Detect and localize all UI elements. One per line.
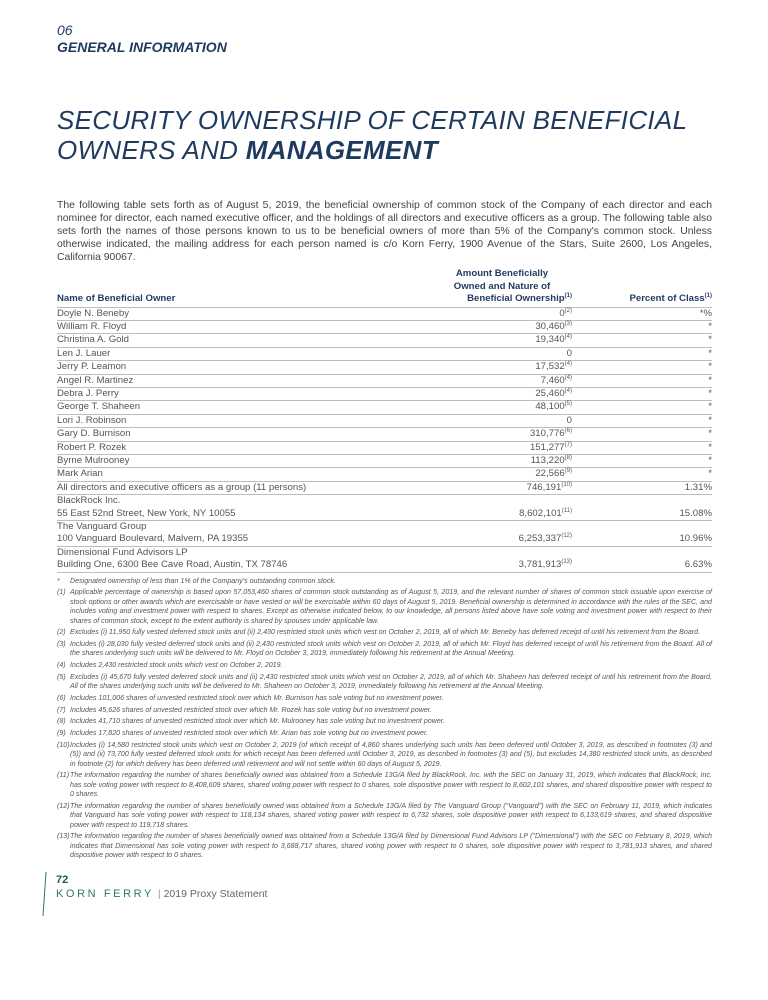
owner-amount: 7,460$^{(4)}$ [402, 374, 572, 387]
table-row [57, 361, 712, 374]
footnote [57, 628, 712, 637]
owner-amount: 746,191$^{(10)}$ [402, 481, 572, 494]
owner-amount: 151,277$^{(7)}$ [402, 441, 572, 454]
owner-percent: * [572, 374, 712, 387]
header-percent [572, 268, 712, 307]
table-row [57, 374, 712, 387]
owner-name: Christina A. Gold [57, 334, 402, 347]
intro-paragraph: The following table sets forth as of August 5, 2019, the beneficial ownership of common stock of the Company of each director and each nominee for director, each named executive officer, and the holdings of all directors and executive officers as a group. The following table also sets forth the names of those persons known to us to be beneficial owners of more than 5% of the Company's common stock. Unless otherwise indicated, the mailing address for each person named is c/o Korn Ferry, 1900 Avenue of the Stars, Suite 2600, Los Angeles, California 90067. [57, 200, 712, 263]
table-row [57, 334, 712, 347]
footnote [57, 673, 712, 692]
footnote [57, 717, 712, 726]
header-percent-sup: (1) [704, 293, 712, 299]
footnote-text: The information regarding the number of shares beneficially owned was obtained from a Schedule 13G/A filed by Dimensional Fund Advisors LP ("Dimensional") with the SEC on February 8, 2019, which indicates that Dimensional has sole voting power with respect to 3,688,717 shares, shared voting power with respect to 0 shares, sole dispositive power with respect to 3,781,913 shares, and shared dispositive power with respect to 0 shares. [70, 832, 712, 860]
table-row [57, 387, 712, 400]
footnote-mark: (9) [57, 728, 66, 737]
footnote [57, 741, 712, 769]
footnote [57, 729, 712, 738]
footnote-mark: (13) [57, 832, 70, 841]
footnote-text: Excludes (i) 11,950 fully vested deferred stock units and (ii) 2,430 restricted stock units which vest on October 2, 2019, all of which Mr. Beneby has deferred receipt of until his retirement from the Board. [70, 628, 701, 637]
header-amount [402, 268, 572, 307]
footnote [57, 832, 712, 860]
owner-name: Jerry P. Leamon [57, 361, 402, 374]
footnote-mark: (12) [57, 801, 70, 810]
footnote-text: Includes 17,820 shares of unvested restricted stock over which Mr. Arian has sole voting but no investment power. [70, 728, 429, 737]
footnote [57, 661, 712, 670]
owner-percent: * [572, 401, 712, 414]
footnote-mark: (11) [57, 771, 70, 780]
footnote-text: The information regarding the number of shares beneficially owned was obtained from a Schedule 13G/A filed by The Vanguard Group ("Vanguard") with the SEC on February 11, 2019, which indicates that Vanguard has sole voting power with respect to 118,134 shares, shared voting power with respect to 6,732 shares, sole dispositive power with respect to 6,133,619 shares, and shared dispositive power with respect to 119,718 shares. [70, 801, 712, 829]
footnote-text: Includes 2,430 restricted stock units which vest on October 2, 2019. [70, 661, 283, 670]
table-row [57, 414, 712, 427]
holder-amount: 3,781,913$^{(13)}$ [402, 546, 572, 572]
table-row-holder [57, 495, 712, 521]
table-row [57, 454, 712, 467]
owner-amount: 17,532$^{(4)}$ [402, 361, 572, 374]
footnote-mark: (2) [57, 628, 66, 637]
header-name: Name of Beneficial Owner [57, 293, 176, 304]
owner-percent: * [572, 468, 712, 481]
title-part1: SECURITY OWNERSHIP OF CERTAIN BENEFICIAL OWNERS AND [57, 105, 687, 165]
owner-percent: * [572, 414, 712, 427]
header-amount-line3: Beneficial Ownership [467, 293, 565, 304]
table-row [57, 401, 712, 414]
footnote-mark: (6) [57, 693, 66, 702]
footer [56, 872, 712, 916]
owner-amount: 48,100$^{(5)}$ [402, 401, 572, 414]
document-name [158, 888, 268, 901]
footer-divider [42, 872, 46, 916]
owner-amount: 30,460$^{(3)}$ [402, 320, 572, 333]
owner-percent: * [572, 347, 712, 360]
owner-name: All directors and executive officers as a group (11 persons) [57, 481, 402, 494]
table-row [57, 441, 712, 454]
header-percent-label: Percent of Class [629, 293, 705, 304]
footnote [57, 577, 712, 586]
owner-name: Lori J. Robinson [57, 414, 402, 427]
owner-name: George T. Shaheen [57, 401, 402, 414]
owner-amount: 0$^{(2)}$ [402, 307, 572, 320]
owner-name: Gary D. Burnison [57, 428, 402, 441]
footnote-mark: (1) [57, 588, 66, 597]
owner-amount: 0 [402, 347, 572, 360]
footnote-text: The information regarding the number of shares beneficially owned was obtained from a Schedule 13G/A filed by BlackRock, Inc. with the SEC on January 31, 2019, which indicates that BlackRock, Inc. has sole voting power with respect to 8,408,609 shares, shared voting power with respect to 0 shares, sole dispositive power with respect to 8,602,101 shares, and shared dispositive power with respect to 0 shares. [70, 771, 712, 799]
footnote-mark: (4) [57, 661, 66, 670]
holder-name: The Vanguard Group 100 Vanguard Boulevard, Malvern, PA 19355 [57, 521, 402, 547]
owner-amount: 310,776$^{(6)}$ [402, 428, 572, 441]
owner-name: William R. Floyd [57, 320, 402, 333]
owner-name: Angel R. Martinez [57, 374, 402, 387]
table-row-holder [57, 546, 712, 572]
owner-amount: 19,340$^{(4)}$ [402, 334, 572, 347]
table-row [57, 347, 712, 360]
owner-percent: *% [572, 307, 712, 320]
footnote-text: Includes (i) 14,580 restricted stock units which vest on October 2, 2019 (of which receipt of 4,860 shares underlying such units has been deferred until October 3, 2019, as described in footnotes (3) and (5)) and (ii) 73,700 fully vested deferred stock units for which receipt has been deferred until October 3, 2019, as described in footnotes (3) and (5), but excludes 14,380 restricted stock units, as described in footnote (2) for which delivery has been deferred until retirement and will not settle within 60 days of August 5, 2019. [70, 740, 712, 768]
owner-percent: 1.31% [572, 481, 712, 494]
holder-percent: 6.63% [572, 546, 712, 572]
owner-amount: 0 [402, 414, 572, 427]
holder-amount: 8,602,101$^{(11)}$ [402, 495, 572, 521]
footnote-text: Includes 45,626 shares of unvested restricted stock over which Mr. Rozek has sole voting but no investment power. [70, 705, 432, 714]
footnote-text: Excludes (i) 45,670 fully vested deferred stock units and (ii) 2,430 restricted stock units which vest on October 2, 2019, all of which Mr. Shaheen has deferred receipt of until his retirement from the Board. All of the shares underlying such units will be delivered to Mr. Shaheen on October 3, 2019, immediately following his retirement at the Annual Meeting. [70, 672, 712, 691]
owner-name: Mark Arian [57, 468, 402, 481]
footnote [57, 640, 712, 659]
table-row [57, 468, 712, 481]
holder-name: BlackRock Inc. 55 East 52nd Street, New York, NY 10055 [57, 495, 402, 521]
header-amount-line2: Owned and Nature of [453, 280, 551, 292]
owner-amount: 25,460$^{(4)}$ [402, 387, 572, 400]
owner-name: Debra J. Perry [57, 387, 402, 400]
footnote-text: Applicable percentage of ownership is based upon 57,053,460 shares of common stock outstanding as of August 5, 2019, and the relevant number of shares of common stock issuable upon exercise of stock options or other awards which are exercisable or have vested or will be exercisable within 60 days of August 5, 2019. Beneficial ownership is determined in accordance with the rules of the SEC, and includes voting and investment power with respect to shares. Except as otherwise indicated below, to our knowledge, all persons listed above have sole voting and investment power with respect to their shares of common stock, except to the extent authority is shared by spouses under applicable law. [70, 588, 712, 625]
owner-percent: * [572, 454, 712, 467]
footnote-text: Includes 41,710 shares of unvested restricted stock over which Mr. Mulrooney has sole voting but no investment power. [70, 717, 445, 726]
footnote-mark: (8) [57, 717, 66, 726]
page-number: 72 [56, 874, 69, 887]
header-amount-line1: Amount Beneficially [455, 268, 549, 279]
header-amount-sup: (1) [564, 293, 572, 299]
table-row [57, 307, 712, 320]
title-part2: MANAGEMENT [245, 135, 438, 165]
footnote-mark: (3) [57, 639, 66, 648]
owner-percent: * [572, 334, 712, 347]
footnote-text: Includes (i) 28,030 fully vested deferred stock units and (ii) 2,430 restricted stock units which vest on October 2, 2019, all of which Mr. Floyd has deferred receipt of until his retirement from the Board. All of the shares underlying such units will be delivered to Mr. Floyd on October 3, 2019, immediately following his retirement at the Annual Meeting. [70, 639, 712, 658]
footnote-text: Includes 101,006 shares of unvested restricted stock over which Mr. Burnison has sole voting but no investment power. [70, 693, 444, 702]
footnote [57, 588, 712, 626]
footnote [57, 694, 712, 703]
footnotes [57, 577, 712, 861]
brand-logo: KORN FERRY [56, 888, 154, 901]
footnote-mark: (10) [57, 740, 70, 749]
owner-name: Len J. Lauer [57, 347, 402, 360]
owner-name: Doyle N. Beneby [57, 307, 402, 320]
owner-percent: * [572, 441, 712, 454]
owner-percent: * [572, 428, 712, 441]
table-row [57, 481, 712, 494]
owner-percent: * [572, 387, 712, 400]
owner-amount: 113,220$^{(8)}$ [402, 454, 572, 467]
document-title: 2019 Proxy Statement [163, 888, 268, 901]
section-number: 06 [57, 22, 73, 38]
footnote-mark: (7) [57, 705, 66, 714]
footnote-mark: (5) [57, 672, 66, 681]
footnote [57, 802, 712, 830]
holder-amount: 6,253,337$^{(12)}$ [402, 521, 572, 547]
owner-name: Robert P. Rozek [57, 441, 402, 454]
owner-percent: * [572, 361, 712, 374]
table-row-holder [57, 521, 712, 547]
holder-percent: 10.96% [572, 521, 712, 547]
table-row [57, 320, 712, 333]
section-title: GENERAL INFORMATION [57, 39, 227, 55]
owner-name: Byrne Mulrooney [57, 454, 402, 467]
page-title [57, 105, 717, 165]
ownership-table [57, 268, 712, 573]
table-row [57, 428, 712, 441]
holder-percent: 15.08% [572, 495, 712, 521]
holder-name: Dimensional Fund Advisors LP Building One, 6300 Bee Cave Road, Austin, TX 78746 [57, 546, 402, 572]
footnote-mark: * [57, 576, 60, 585]
footnote [57, 771, 712, 799]
owner-percent: * [572, 320, 712, 333]
owner-amount: 22,566$^{(9)}$ [402, 468, 572, 481]
footer-separator: | [157, 888, 161, 901]
footnote [57, 706, 712, 715]
footnote-text: Designated ownership of less than 1% of the Company's outstanding common stock. [70, 576, 336, 585]
